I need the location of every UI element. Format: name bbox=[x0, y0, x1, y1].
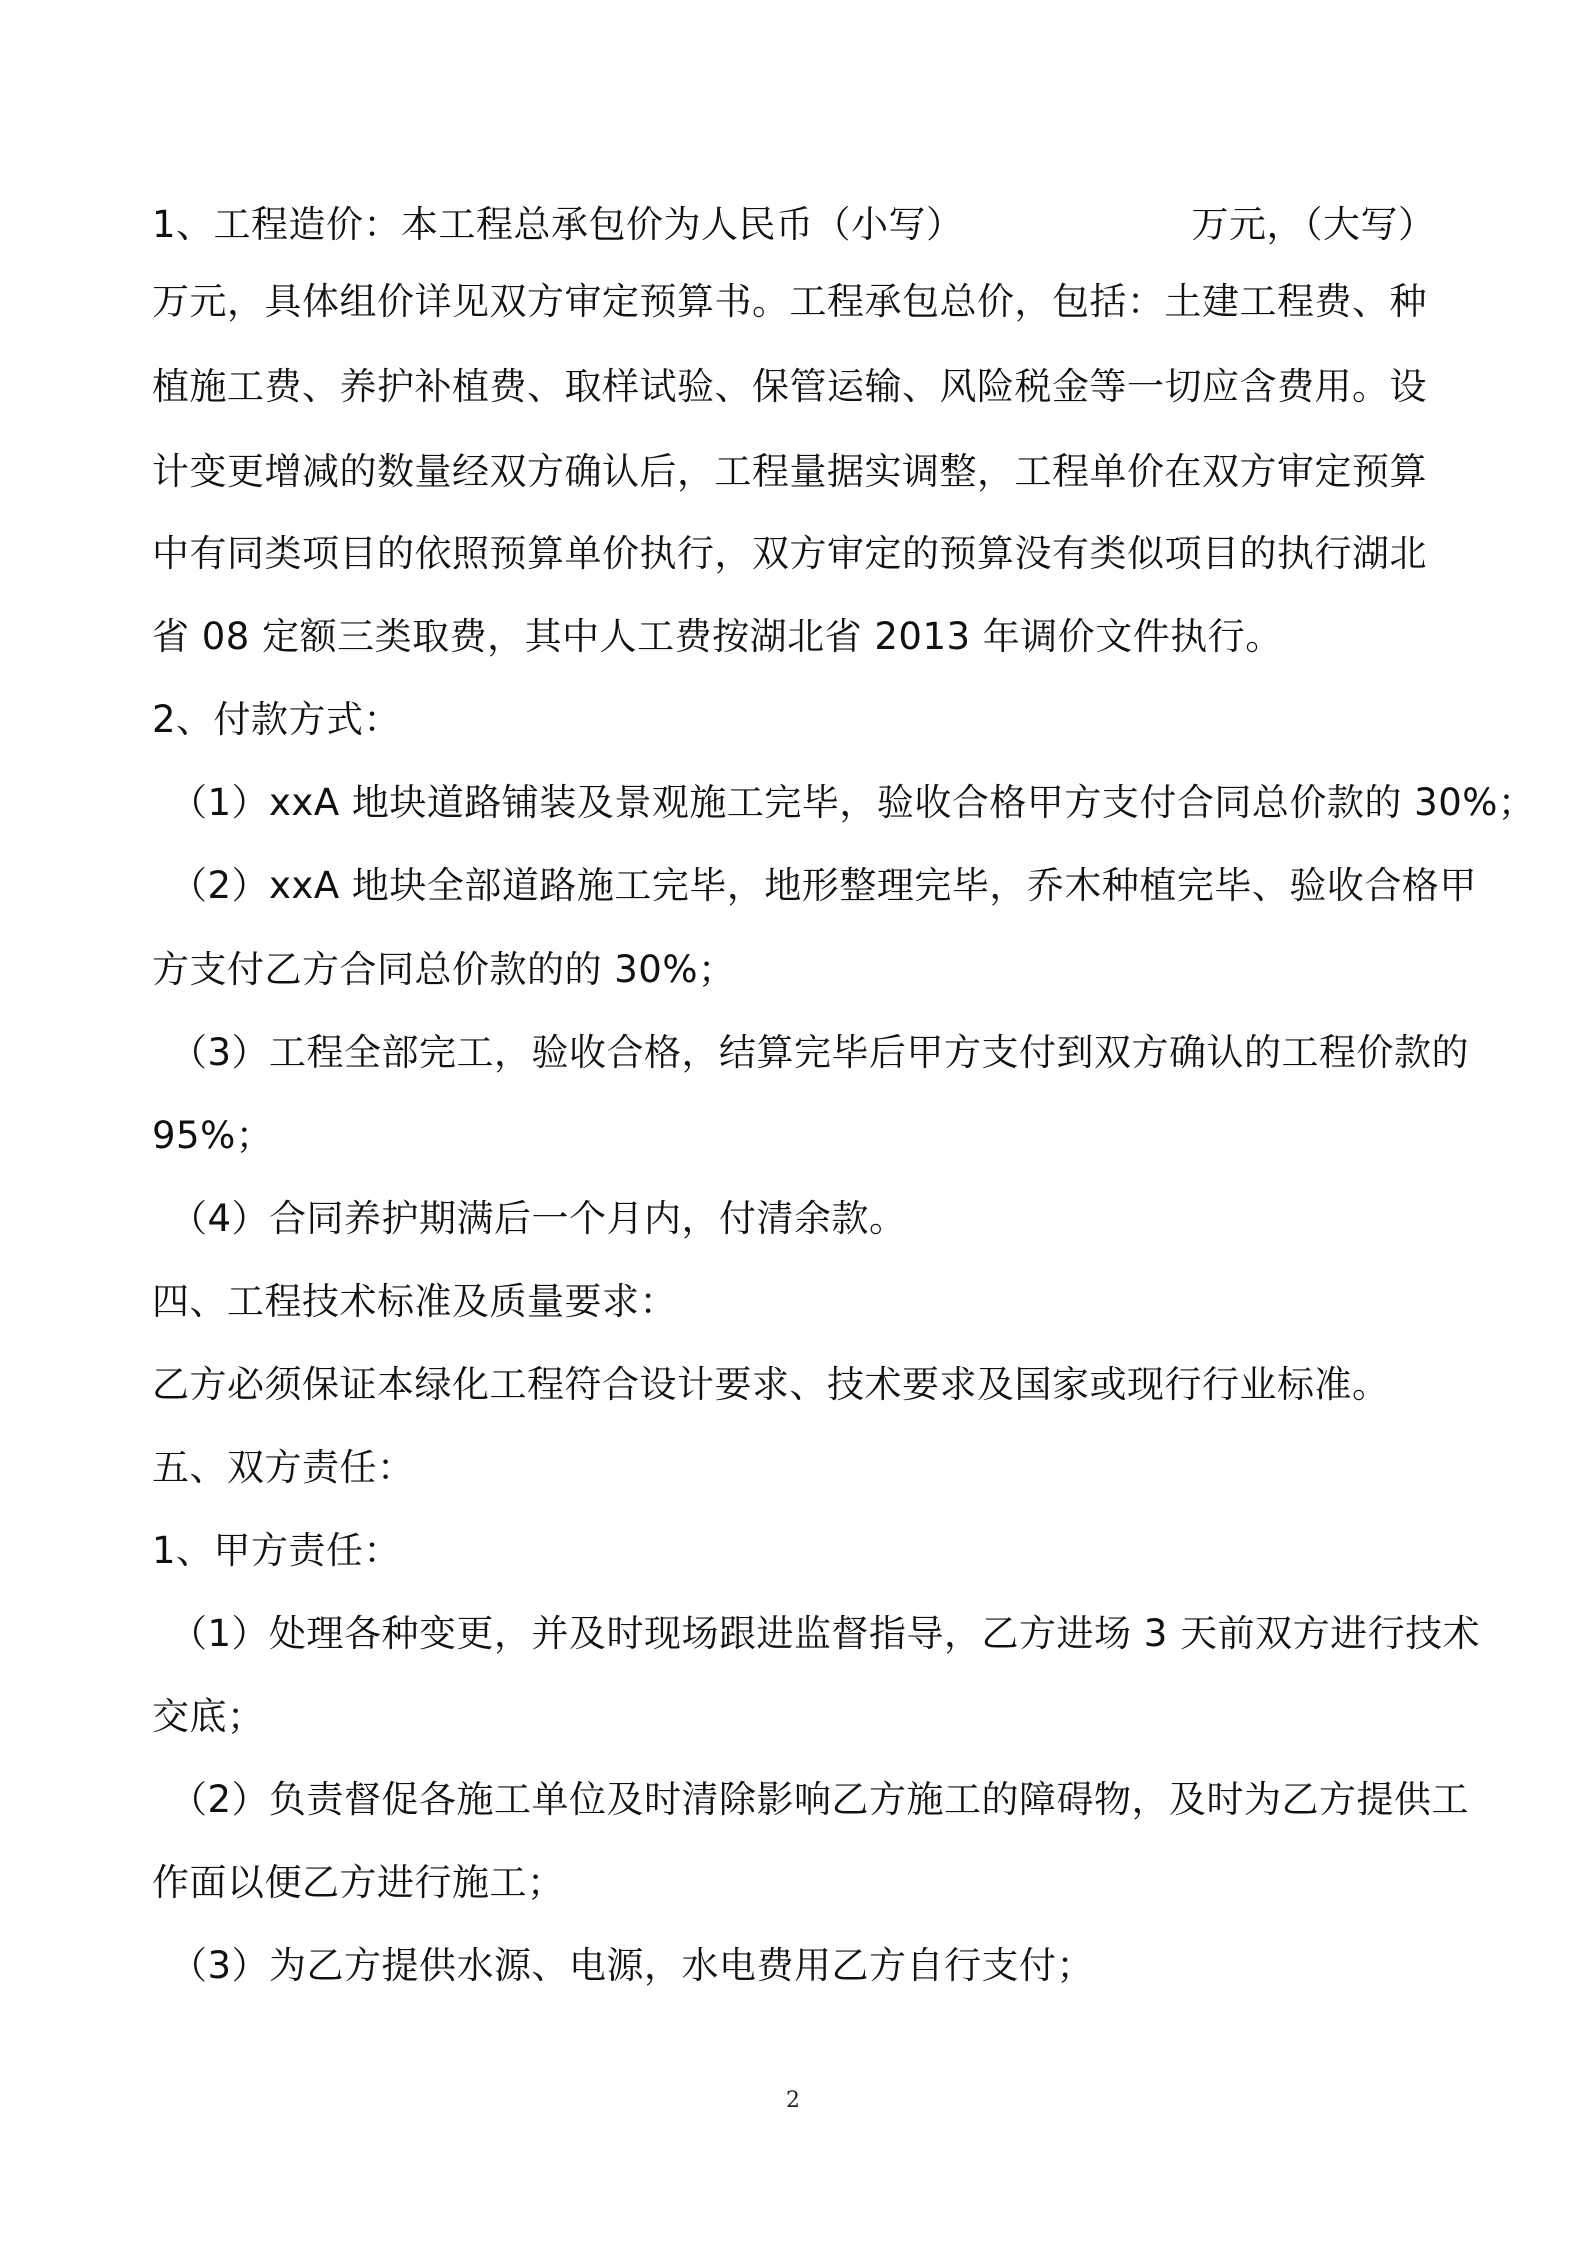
line-text: 2、付款方式： bbox=[152, 698, 402, 741]
list-item bbox=[170, 1941, 1094, 1991]
list-item bbox=[170, 1775, 1469, 1825]
paragraph-line bbox=[152, 1360, 1390, 1410]
line-text: （2）xxA 地块全部道路施工完毕，地形整理完毕，乔木种植完毕、验收合格甲 bbox=[170, 864, 1477, 907]
paragraph-line bbox=[152, 362, 1427, 412]
line-text: 方支付乙方合同总价款的的 30%； bbox=[152, 948, 736, 991]
line-text: 四、工程技术标准及质量要求： bbox=[152, 1280, 677, 1323]
paragraph-line bbox=[152, 612, 1283, 662]
line-text: 中有同类项目的依照预算单价执行，双方审定的预算没有类似项目的执行湖北 bbox=[152, 532, 1427, 575]
paragraph-line bbox=[152, 1858, 565, 1908]
line-text: （3）为乙方提供水源、电源，水电费用乙方自行支付； bbox=[170, 1944, 1095, 1987]
line-text: 乙方必须保证本绿化工程符合设计要求、技术要求及国家或现行行业标准。 bbox=[152, 1363, 1390, 1406]
line-text: 植施工费、养护补植费、取样试验、保管运输、风险税金等一切应含费用。设 bbox=[152, 365, 1427, 408]
section-heading bbox=[152, 695, 401, 745]
line-text: 万元，（大写） bbox=[1191, 203, 1436, 246]
paragraph-line bbox=[152, 1111, 273, 1161]
list-item bbox=[170, 861, 1477, 911]
line-text: 交底； bbox=[152, 1695, 265, 1738]
line-text: 五、双方责任： bbox=[152, 1446, 415, 1489]
paragraph-line bbox=[152, 529, 1427, 579]
line-text: （1）处理各种变更，并及时现场跟进监督指导，乙方进场 3 天前双方进行技术 bbox=[170, 1612, 1481, 1655]
line-text: （2）负责督促各施工单位及时清除影响乙方施工的障碍物，及时为乙方提供工 bbox=[170, 1778, 1470, 1821]
section-heading bbox=[152, 1526, 401, 1576]
line-text: 万元，具体组价详见双方审定预算书。工程承包总价，包括：土建工程费、种 bbox=[152, 280, 1427, 323]
paragraph-line bbox=[152, 945, 736, 995]
section-heading bbox=[152, 1443, 415, 1493]
line-text: 作面以便乙方进行施工； bbox=[152, 1861, 565, 1904]
line-text: （3）工程全部完工，验收合格，结算完毕后甲方支付到双方确认的工程价款的 bbox=[170, 1031, 1470, 1074]
line-text: 省 08 定额三类取费，其中人工费按湖北省 2013 年调价文件执行。 bbox=[152, 615, 1283, 658]
page-number: 2 bbox=[786, 2088, 800, 2113]
paragraph-line bbox=[152, 200, 1436, 250]
paragraph-line bbox=[152, 447, 1427, 497]
paragraph-line bbox=[152, 1692, 265, 1742]
line-text: 计变更增减的数量经双方确认后，工程量据实调整，工程单价在双方审定预算 bbox=[152, 450, 1427, 493]
section-heading bbox=[152, 1277, 677, 1327]
list-item bbox=[170, 1609, 1480, 1659]
line-text: （4）合同养护期满后一个月内，付清余款。 bbox=[170, 1197, 907, 1240]
list-item bbox=[170, 1194, 907, 1244]
paragraph-line bbox=[152, 277, 1427, 327]
line-text: 1、甲方责任： bbox=[152, 1529, 402, 1572]
list-item bbox=[170, 778, 1535, 828]
list-item bbox=[170, 1028, 1469, 1078]
line-text: （1）xxA 地块道路铺装及景观施工完毕，验收合格甲方支付合同总价款的 30%； bbox=[170, 781, 1536, 824]
line-text: 1、工程造价：本工程总承包价为人民币（小写） bbox=[152, 203, 964, 246]
line-text: 95%； bbox=[152, 1114, 274, 1157]
